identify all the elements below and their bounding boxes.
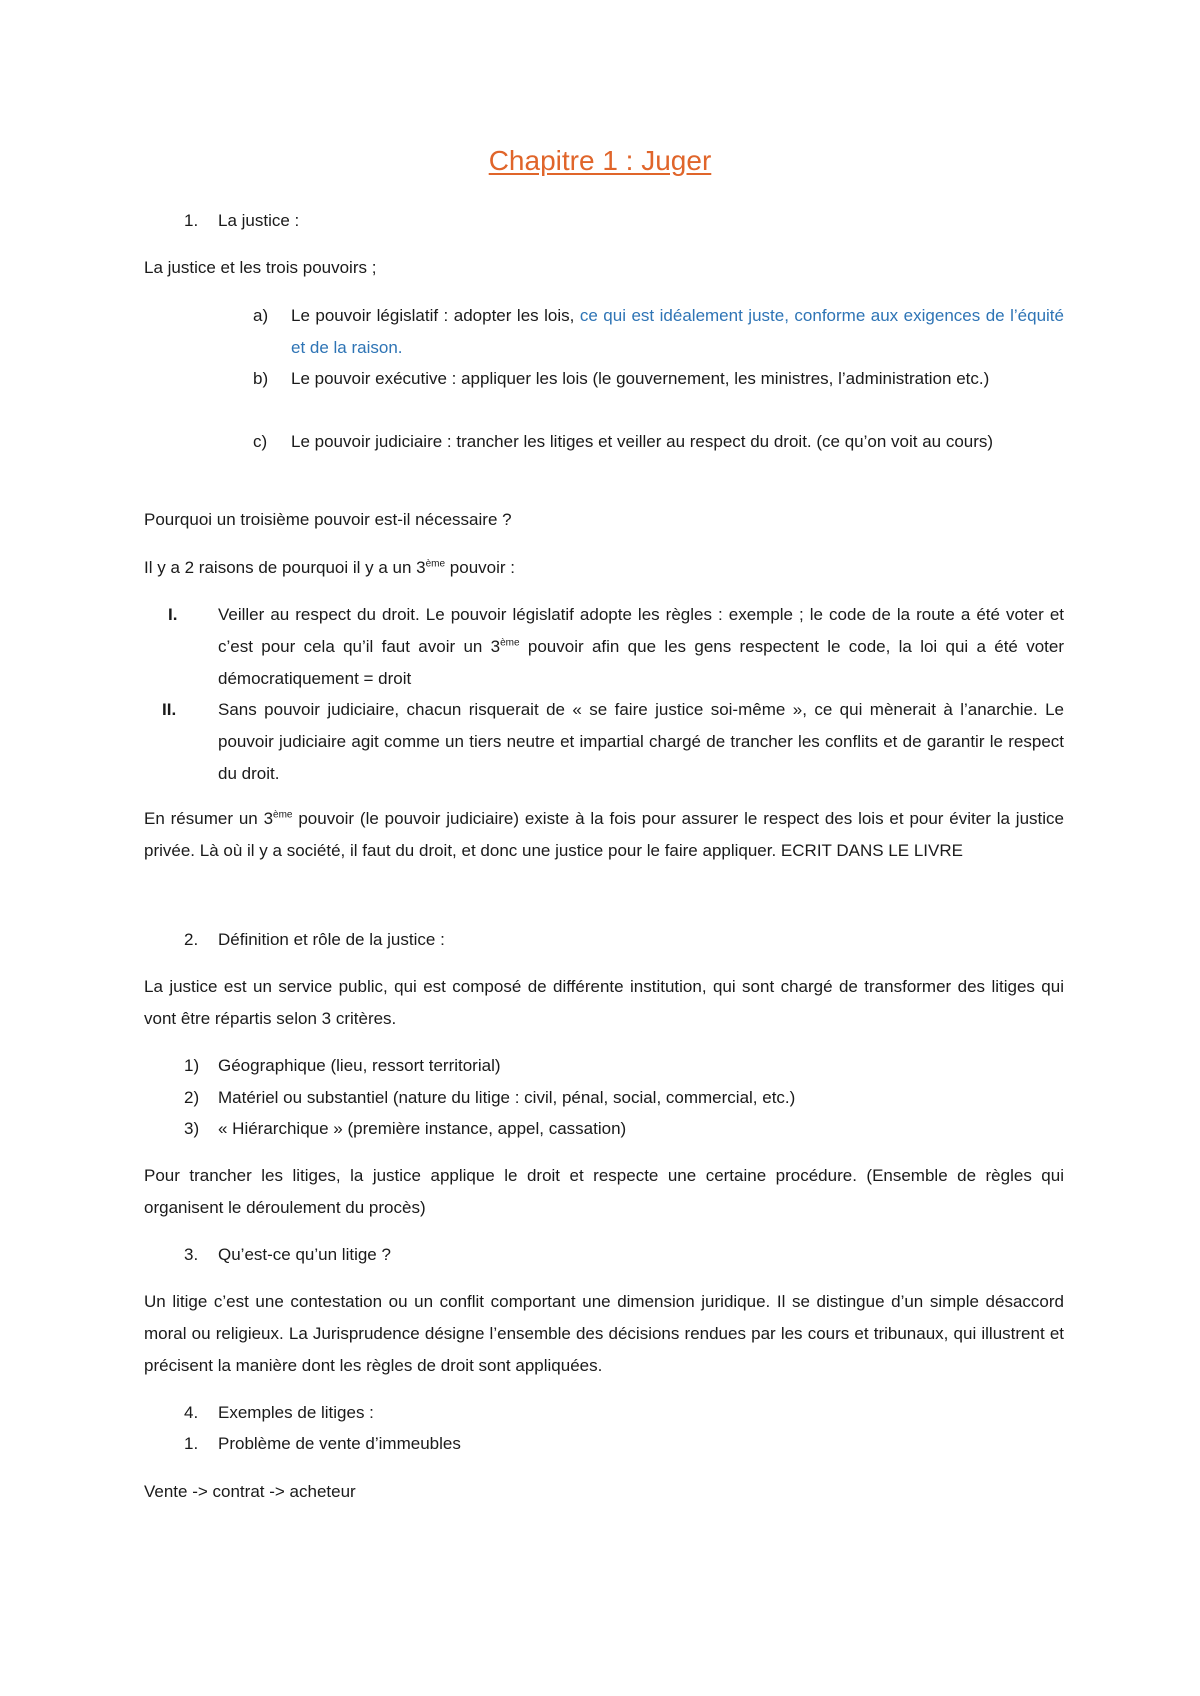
example-1-number: 1. — [184, 1434, 199, 1453]
page-title: Chapitre 1 : Juger — [488, 145, 712, 176]
list-item-highlight: ce qui est idéalement juste, conforme aux exigences de l’équité et de la raison. — [291, 306, 1064, 357]
list-marker-3: 3) — [184, 1119, 200, 1138]
list-item-critere-1: Géographique (lieu, ressort territorial) — [218, 1056, 501, 1075]
paragraph-intro: La justice et les trois pouvoirs ; — [144, 258, 377, 277]
superscript: ème — [425, 558, 446, 570]
paragraph-definition: La justice est un service public, qui est composé de différente institution, qui sont chargé de transformer des litiges qui vont être répartis selon 3 critères. — [144, 977, 1064, 1028]
list-marker-c: c) — [253, 432, 268, 451]
list-item-critere-3: « Hiérarchique » (première instance, appel, cassation) — [218, 1119, 627, 1138]
text-run: pouvoir : — [445, 558, 516, 577]
section-4-number: 4. — [184, 1403, 199, 1422]
section-3-heading: Qu’est-ce qu’un litige ? — [218, 1245, 391, 1264]
list-marker-2: 2) — [184, 1088, 200, 1107]
paragraph-resume — [144, 803, 1064, 867]
section-2-heading: Définition et rôle de la justice : — [218, 930, 445, 949]
superscript: ème — [500, 637, 520, 649]
paragraph-raisons — [144, 557, 515, 579]
section-1-heading: La justice : — [218, 211, 300, 230]
text-run: pouvoir (le pouvoir judiciaire) existe à la fois pour assurer le respect des lois et pour éviter la justice privée. Là où il y a société, il faut du droit, et donc une justice pour le faire appliquer. ECRIT DANS LE LIVRE — [144, 809, 1064, 860]
paragraph-litige: Un litige c’est une contestation ou un conflit comportant une dimension juridique. Il se distingue d’un simple désaccord moral ou religieux. La Jurisprudence désigne l’ensemble des décisions rendues par les cours et tribunaux, qui illustrent et précisent la manière dont les règles de droit sont appliquées. — [144, 1292, 1064, 1375]
list-item-pouvoir-legislatif — [291, 300, 1064, 364]
section-1-number: 1. — [184, 211, 199, 230]
list-marker-i: I. — [168, 605, 178, 624]
section-4-heading: Exemples de litiges : — [218, 1403, 374, 1422]
text-run: Il y a 2 raisons de pourquoi il y a un 3 — [144, 558, 426, 577]
text-run: pouvoir afin que les gens respectent le code, la loi qui a été voter démocratiquement = droit — [218, 637, 1064, 688]
paragraph-question: Pourquoi un troisième pouvoir est-il nécessaire ? — [144, 510, 512, 529]
list-item-critere-2: Matériel ou substantiel (nature du litige : civil, pénal, social, commercial, etc.) — [218, 1088, 796, 1107]
list-item-raison-2: Sans pouvoir judiciaire, chacun risquerait de « se faire justice soi-même », ce qui mènerait à l’anarchie. Le pouvoir judiciaire agit comme un tiers neutre et impartial chargé de trancher les conflits et de garantir le respect du droit. — [218, 700, 1064, 783]
list-marker-b: b) — [253, 369, 269, 388]
text-run: Veiller au respect du droit. Le pouvoir législatif adopte les règles : exemple ; le code de la route a été voter et c’est pour cela qu’il faut avoir un 3 — [218, 605, 1064, 656]
text-run: En résumer un 3 — [144, 809, 274, 828]
list-item-raison-1 — [218, 599, 1064, 695]
example-1-text: Problème de vente d’immeubles — [218, 1434, 461, 1453]
paragraph-vente: Vente -> contrat -> acheteur — [144, 1482, 356, 1501]
superscript: ème — [273, 809, 293, 821]
section-2-number: 2. — [184, 930, 199, 949]
section-3-number: 3. — [184, 1245, 199, 1264]
list-marker-1: 1) — [184, 1056, 200, 1075]
list-item-pouvoir-judiciaire: Le pouvoir judiciaire : trancher les litiges et veiller au respect du droit. (ce qu’on voit au cours) — [291, 432, 994, 451]
paragraph-procedure: Pour trancher les litiges, la justice applique le droit et respecte une certaine procédure. (Ensemble de règles qui organisent le déroulement du procès) — [144, 1166, 1064, 1217]
list-marker-ii: II. — [162, 700, 177, 719]
list-item-text: Le pouvoir législatif : adopter les lois, — [291, 306, 580, 325]
list-marker-a: a) — [253, 306, 269, 325]
list-item-pouvoir-executif: Le pouvoir exécutive : appliquer les lois (le gouvernement, les ministres, l’administration etc.) — [291, 369, 990, 388]
